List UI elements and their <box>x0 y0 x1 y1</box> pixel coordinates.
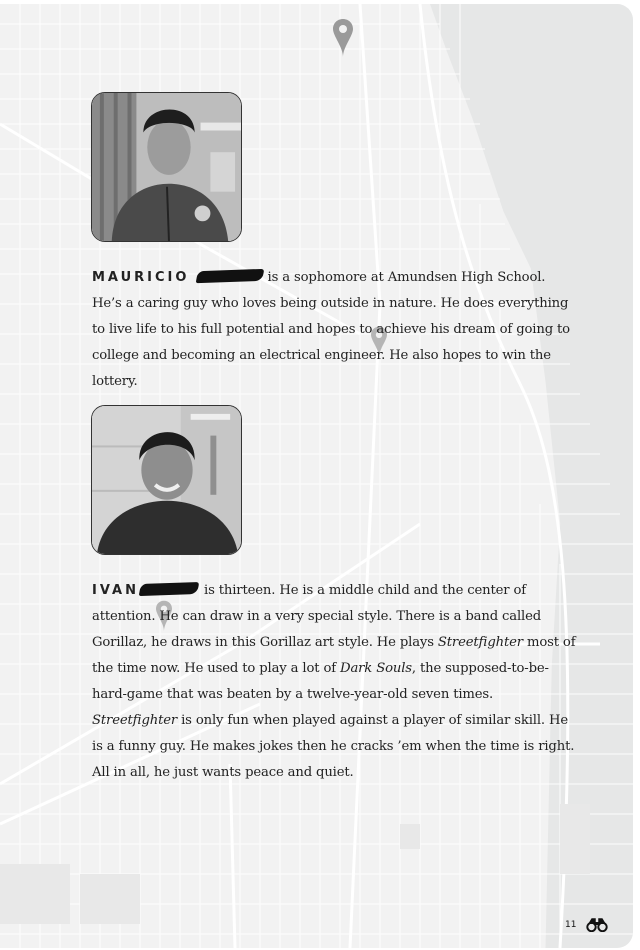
profile-bio-mauricio <box>92 265 578 395</box>
profile-photo-ivan <box>91 405 242 555</box>
bio-text: is only fun when played against a player of similar skill. He is a funny guy. He makes jokes then he cracks ’em when the time is right. All in all, he just wants peace and quiet. <box>92 713 575 780</box>
profile-photo-mauricio <box>91 92 242 242</box>
portrait-photo <box>92 93 241 241</box>
game-title: Dark Souls <box>340 661 412 676</box>
bio-text: , the supposed-to-be-hard-game that was beaten by a twelve-year-old seven times. <box>92 661 549 702</box>
bio-text: is thirteen. He is a middle child and the center of attention. He can draw in a very special style. There is a band called Gorillaz, he draws in this Gorillaz art style. He plays <box>92 583 542 650</box>
profile-name: IVAN <box>92 583 139 598</box>
binoculars-icon <box>586 918 608 932</box>
portrait-photo <box>92 406 241 554</box>
map-pin-icon <box>332 18 354 58</box>
redacted-surname <box>139 582 200 596</box>
redacted-surname <box>196 269 265 283</box>
bio-text: most of the time now. He used to play a lot of <box>92 635 576 676</box>
profile-name: MAURICIO <box>92 270 190 285</box>
bio-text: is a sophomore at Amundsen High School. He’s a caring guy who loves being outside in nature. He does everything to live life to his full potential and hopes to achieve his dream of going to college and becoming an electrical engineer. He also hopes to win the lottery. <box>92 270 570 389</box>
game-title: Streetfighter <box>437 635 523 650</box>
page-number: 11 <box>565 920 577 930</box>
profile-bio-ivan <box>92 578 578 786</box>
game-title: Streetfighter <box>92 713 178 728</box>
